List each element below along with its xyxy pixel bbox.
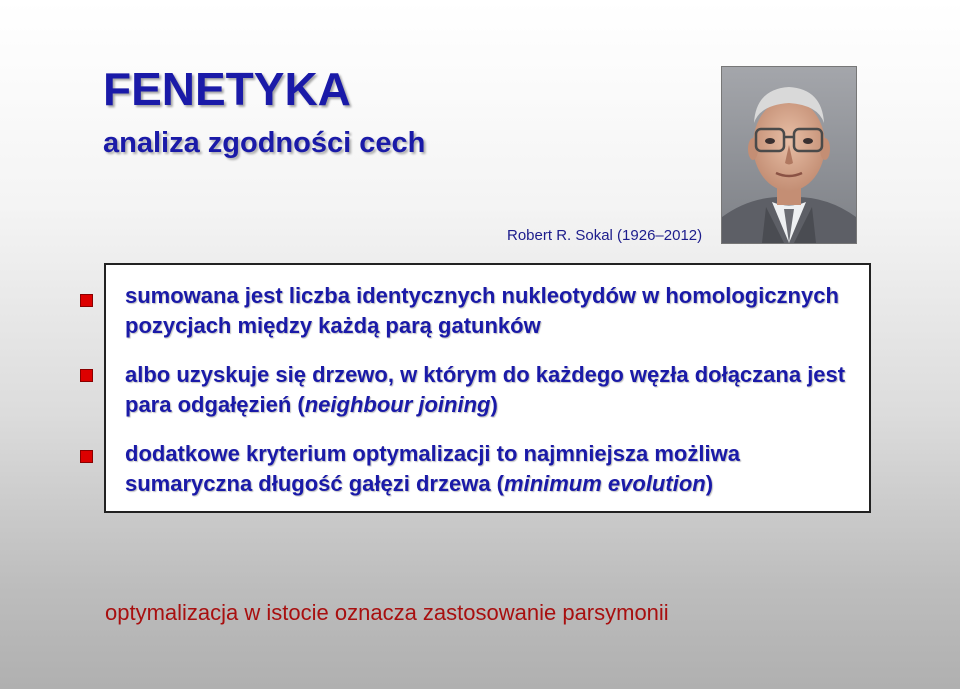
content-box bbox=[104, 263, 871, 513]
portrait-photo bbox=[721, 66, 857, 244]
list-item bbox=[125, 439, 870, 499]
bullet-square-icon bbox=[80, 450, 93, 463]
item-text: albo uzyskuje się drzewo, w którym do każdego węzła dołączana jest para odgałęzień ( bbox=[125, 362, 846, 417]
item-text-end: ) bbox=[705, 471, 714, 496]
footer-note: optymalizacja w istocie oznacza zastosowanie parsymonii bbox=[105, 600, 669, 625]
list-item bbox=[125, 281, 870, 341]
bullet-square-icon bbox=[80, 294, 93, 307]
portrait-image bbox=[722, 67, 856, 243]
item-text: dodatkowe kryterium optymalizacji to najmniejsza możliwa sumaryczna długość gałęzi drzewa ( bbox=[125, 441, 740, 496]
item-term: neighbour joining bbox=[304, 392, 491, 417]
page-subtitle: analiza zgodności cech bbox=[103, 127, 426, 159]
list-item bbox=[125, 360, 870, 420]
page-title: FENETYKA bbox=[103, 63, 351, 115]
item-text-end: ) bbox=[490, 392, 498, 417]
item-text: sumowana jest liczba identycznych nukleotydów w homologicznych pozycjach między każdą parą gatunków bbox=[125, 283, 839, 338]
item-term: minimum evolution bbox=[504, 471, 706, 496]
bullet-square-icon bbox=[80, 369, 93, 382]
portrait-caption: Robert R. Sokal (1926–2012) bbox=[507, 227, 703, 244]
